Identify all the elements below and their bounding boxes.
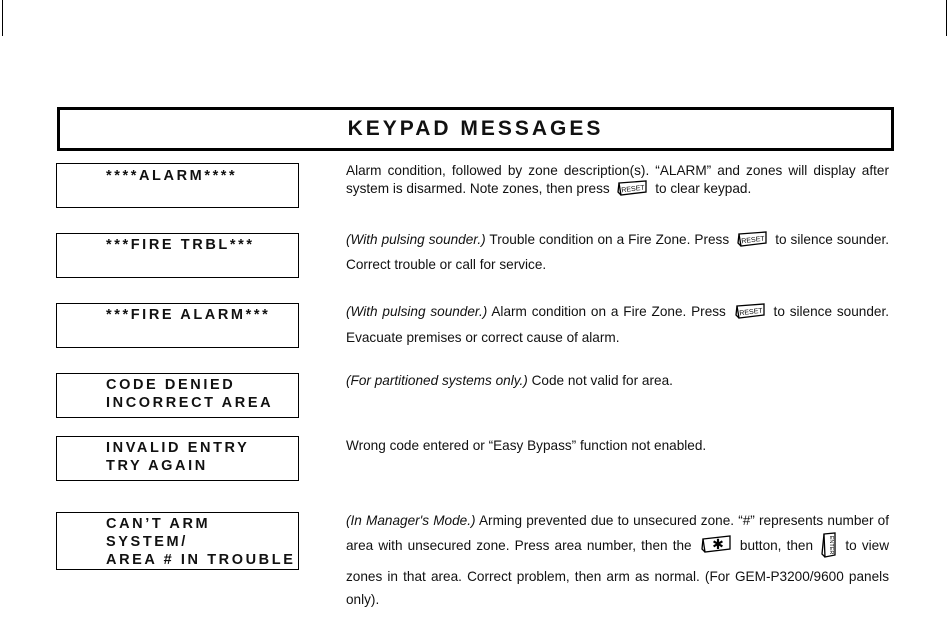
description-text: Wrong code entered or “Easy Bypass” function not enabled. [346,438,707,453]
description-text: Trouble condition on a Fire Zone. Press [489,232,730,247]
display-line: INCORRECT AREA [106,395,274,411]
description-cant-arm [346,509,889,611]
crop-mark-left [2,0,3,36]
display-line: INVALID ENTRY [106,440,250,456]
page-title-box [57,107,894,151]
reset-key-label: RESET [738,307,763,318]
display-line: ****ALARM**** [106,168,238,184]
description-note: (With pulsing sounder.) [346,304,488,319]
reset-key-icon [735,230,769,254]
star-key-label: ✱ [711,537,724,553]
keypad-display-alarm [56,163,299,208]
keypad-display-fire-trouble [56,233,299,278]
page-title: KEYPAD MESSAGES [347,117,604,140]
description-alarm [346,162,889,201]
star-key-icon [699,534,733,561]
description-text: Arming prevented due to unsecured zone. “#” represents number of area with unsecured zone. Press area number, then the [346,513,889,553]
description-note: (With pulsing sounder.) [346,232,486,247]
description-fire-alarm [346,301,889,349]
display-line: SYSTEM/ [106,534,188,550]
keypad-display-fire-alarm [56,303,299,348]
reset-key-icon [733,302,767,327]
description-text: Code not valid for area. [531,373,673,388]
description-text: to view zones in that area. Correct problem, then arm as normal. (For GEM-P3200/9600 panels only). [346,538,890,607]
description-note: (In Manager's Mode.) [346,513,476,528]
keypad-display-code-denied [56,373,299,418]
reset-key-label: RESET [741,235,766,246]
description-text: to silence sounder. Evacuate premises or correct cause of alarm. [346,304,890,345]
reset-key-label: RESET [621,184,646,195]
enter-key-label: ENTER [828,535,835,555]
display-line: ***FIRE ALARM*** [106,307,271,323]
display-line: TRY AGAIN [106,458,208,474]
display-line: CAN’T ARM [106,516,211,532]
description-note: (For partitioned systems only.) [346,373,528,388]
keypad-display-cant-arm [56,512,299,570]
description-text: to clear keypad. [655,181,752,196]
description-text: Alarm condition, followed by zone description(s). “ALARM” and zones will display after system is disarmed. Note zones, then press [346,163,889,196]
description-fire-trouble [346,229,889,275]
reset-key-icon [615,179,649,201]
description-text: to silence sounder. Correct trouble or call for service. [346,232,890,272]
description-text: Alarm condition on a Fire Zone. Press [491,304,726,319]
display-line: CODE DENIED [106,377,236,393]
keypad-display-invalid-entry [56,436,299,481]
crop-mark-right [946,0,947,36]
description-code-denied [346,372,889,389]
description-invalid-entry [346,437,889,454]
enter-key-icon [820,532,838,565]
display-line: ***FIRE TRBL*** [106,237,255,253]
display-line: AREA # IN TROUBLE [106,552,296,568]
description-text: button, then [739,538,814,553]
